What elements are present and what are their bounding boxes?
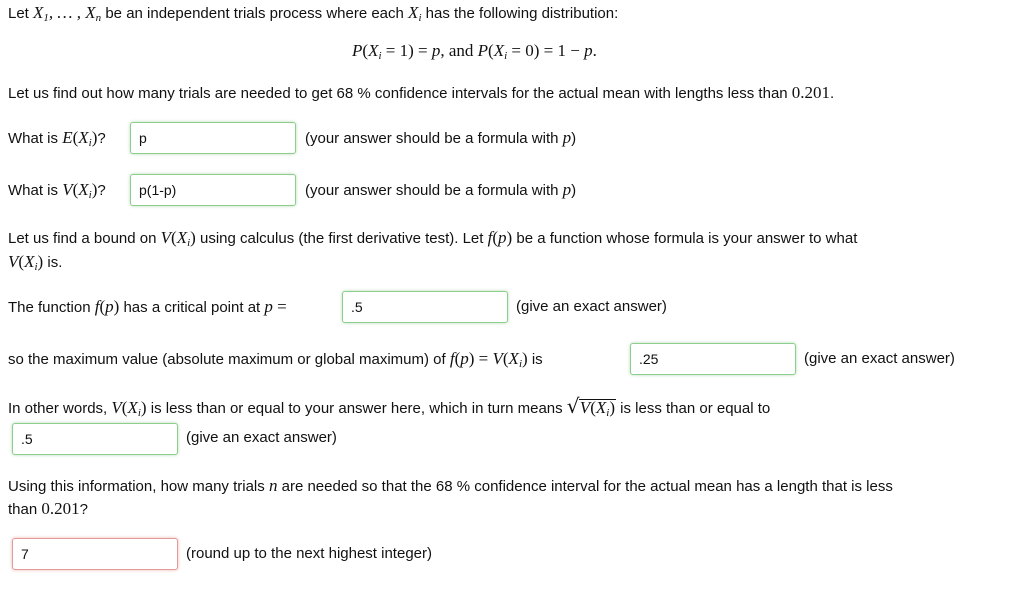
intro-text: Let bbox=[8, 5, 34, 22]
question-variance-label: What is bbox=[8, 182, 63, 199]
maximum-label-mid: is bbox=[527, 351, 543, 368]
goal-text: Let us find out how many trials are needed to get 68 % confidence intervals for the actual mean with lengths less than bbox=[8, 85, 792, 102]
math-variance: V bbox=[62, 180, 73, 199]
sqrt-text-2: is less than or equal to your answer here, which in turn means bbox=[146, 400, 567, 417]
mean-hint-end: ) bbox=[571, 130, 577, 147]
distribution-and: and bbox=[444, 41, 478, 60]
intro-line bbox=[8, 3, 618, 24]
mean-hint-text: (your answer should be a formula with bbox=[305, 130, 563, 147]
critical-hint: (give an exact answer) bbox=[516, 298, 667, 315]
math-xi: $X_i$ bbox=[408, 3, 422, 24]
math-expectation: E bbox=[62, 128, 73, 147]
math-p: p bbox=[562, 128, 572, 147]
intro-text-3: has the following distribution: bbox=[421, 5, 619, 22]
trials-value: 0.201 bbox=[41, 499, 80, 518]
trials-hint: (round up to the next highest integer) bbox=[186, 545, 432, 562]
bound-intro-line2: $V(X_i)$ is. bbox=[8, 252, 63, 273]
sqrt-answer-input[interactable] bbox=[12, 423, 178, 455]
sqrt-text-1: In other words, bbox=[8, 400, 112, 417]
bound-intro-text-4: is. bbox=[43, 254, 63, 271]
maximum-label: so the maximum value (absolute maximum or global maximum) of bbox=[8, 351, 450, 368]
sqrt-hint: (give an exact answer) bbox=[186, 429, 337, 446]
bound-intro-text: Let us find a bound on bbox=[8, 230, 161, 247]
math-p: p bbox=[562, 180, 572, 199]
question-mean-qmark: ? bbox=[97, 130, 106, 147]
question-critical-point: The function f(p) has a critical point at p = bbox=[8, 297, 287, 316]
trials-text-3: than bbox=[8, 501, 42, 518]
bound-intro-text-2: using calculus (the first derivative test). Let bbox=[195, 230, 488, 247]
trials-text-1: Using this information, how many trials bbox=[8, 478, 269, 495]
question-variance: What is $V(X_i)$? bbox=[8, 180, 106, 201]
variance-hint-end: ) bbox=[571, 182, 577, 199]
math-x-sequence: $X_1$, … , $X_n$ bbox=[33, 3, 102, 24]
mean-hint bbox=[305, 128, 576, 149]
trials-answer-input[interactable] bbox=[12, 538, 178, 570]
question-trials-line1: Using this information, how many trials n are needed so that the 68 % confidence interval for the actual mean has a length that is less bbox=[8, 476, 893, 495]
bound-intro-text-3: be a function whose formula is your answer to what bbox=[512, 230, 858, 247]
question-mean: What is $E(X_i)$? bbox=[8, 128, 106, 149]
goal-end: . bbox=[830, 85, 835, 102]
question-maximum: so the maximum value (absolute maximum or global maximum) of $f(p) = V(X_i)$ is bbox=[8, 349, 543, 370]
bound-intro-line1: Let us find a bound on $V(X_i)$ using calculus (the first derivative test). Let f(p) be a function whose formula is your answer to what bbox=[8, 228, 858, 249]
maximum-hint: (give an exact answer) bbox=[804, 350, 955, 367]
variance-hint-text: (your answer should be a formula with bbox=[305, 182, 563, 199]
mean-answer-input[interactable] bbox=[130, 122, 296, 154]
maximum-answer-input[interactable] bbox=[630, 343, 796, 375]
question-variance-qmark: ? bbox=[97, 182, 106, 199]
sqrt-text-3: is less than or equal to bbox=[615, 400, 771, 417]
question-mean-label: What is bbox=[8, 130, 63, 147]
variance-answer-input[interactable] bbox=[130, 174, 296, 206]
sqrt-symbol: √ $V(X_i)$ bbox=[566, 394, 615, 419]
question-sqrt-bound: In other words, $V(X_i)$ is less than or equal to your answer here, which in turn means √ $V(X_i)$ is less than or equal to bbox=[8, 394, 771, 419]
trials-end: ? bbox=[79, 501, 88, 518]
variance-hint bbox=[305, 180, 576, 201]
critical-point-answer-input[interactable] bbox=[342, 291, 508, 323]
intro-text-2: be an independent trials process where each bbox=[101, 5, 409, 22]
goal-value: 0.201 bbox=[791, 83, 831, 102]
question-trials-line2 bbox=[8, 499, 88, 520]
goal-line bbox=[8, 83, 834, 104]
trials-text-2: are needed so that the 68 % confidence interval for the actual mean has a length that is less bbox=[277, 478, 893, 495]
critical-label: The function bbox=[8, 299, 95, 316]
distribution-formula: $P(X_i = 1) = p$, and $P(X_i = 0) = 1 - p$. bbox=[352, 41, 597, 62]
critical-label-mid: has a critical point at bbox=[119, 299, 265, 316]
